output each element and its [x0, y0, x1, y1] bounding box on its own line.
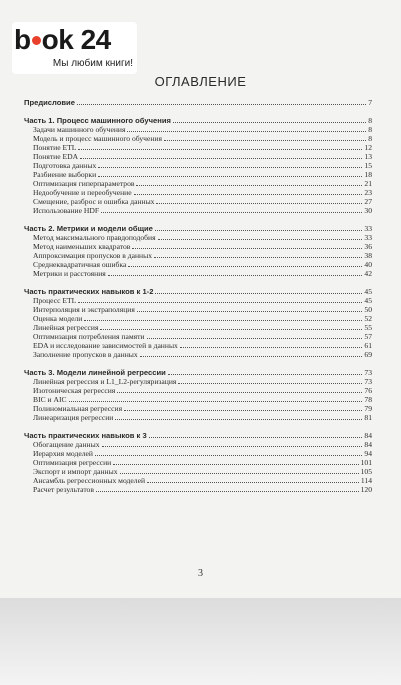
toc-entry-page: 73	[364, 368, 372, 377]
toc-entry	[24, 458, 372, 467]
toc-leader-dots	[78, 296, 362, 303]
toc-entry-title: Аппроксимация пропусков в данных	[33, 251, 153, 260]
toc-leader-dots	[100, 323, 362, 330]
toc-section-entry	[24, 431, 372, 440]
toc-leader-dots	[164, 134, 366, 141]
toc-leader-dots	[78, 143, 362, 150]
toc-entry	[24, 485, 372, 494]
toc-leader-dots	[136, 179, 362, 186]
toc-entry	[24, 323, 372, 332]
toc-leader-dots	[80, 152, 362, 159]
toc-entry-title: Экспорт и импорт данных	[33, 467, 118, 476]
toc-entry	[24, 413, 372, 422]
toc-entry-title: Понятие ETL	[33, 143, 77, 152]
toc-entry-page: 7	[368, 98, 372, 107]
toc-entry	[24, 476, 372, 485]
toc-entry-title: BIC и AIC	[33, 395, 67, 404]
toc-entry-page: 84	[364, 431, 372, 440]
toc-leader-dots	[149, 431, 363, 438]
toc-entry-title: Часть 2. Метрики и модели общие	[24, 224, 153, 233]
toc-entry	[24, 404, 372, 413]
toc-entry-page: 50	[364, 305, 372, 314]
toc-entry-title: Предисловие	[24, 98, 75, 107]
toc-entry	[24, 377, 372, 386]
toc-entry-page: 12	[364, 143, 372, 152]
toc-entry-page: 73	[364, 377, 372, 386]
toc-entry	[24, 206, 372, 215]
toc-entry-title: Расчет результатов	[33, 485, 94, 494]
toc-leader-dots	[155, 224, 363, 231]
toc-section-entry	[24, 224, 372, 233]
toc-leader-dots	[147, 332, 363, 339]
toc-entry-title: Задачи машинного обучения	[33, 125, 126, 134]
toc-leader-dots	[77, 98, 366, 105]
toc-entry-page: 79	[364, 404, 372, 413]
toc-entry-page: 84	[364, 440, 372, 449]
toc-entry-page: 18	[364, 170, 372, 179]
toc-leader-dots	[155, 287, 362, 294]
toc-entry-title: Линеаризация регрессии	[33, 413, 114, 422]
toc-entry-page: 57	[364, 332, 372, 341]
toc-leader-dots	[154, 251, 362, 258]
toc-entry-page: 15	[364, 161, 372, 170]
toc-leader-dots	[156, 197, 362, 204]
toc-spacer	[24, 215, 372, 224]
toc-entry-page: 105	[360, 467, 372, 476]
toc-entry-page: 8	[368, 125, 372, 134]
logo-wordmark: b ok 24	[14, 24, 111, 55]
toc-section-entry	[24, 287, 372, 296]
toc-entry-page: 101	[360, 458, 372, 467]
toc-entry-page: 40	[364, 260, 372, 269]
toc-leader-dots	[124, 404, 362, 411]
toc-entry	[24, 296, 372, 305]
toc-entry-page: 33	[364, 233, 372, 242]
toc-entry-page: 21	[364, 179, 372, 188]
logo-dot-icon	[32, 36, 41, 45]
toc-entry-title: Метод максимального правдоподобия	[33, 233, 156, 242]
toc-entry	[24, 395, 372, 404]
book24-logo[interactable]	[12, 22, 137, 74]
toc-entry-title: Часть 1. Процесс машинного обучения	[24, 116, 171, 125]
toc-entry-title: Оценка модели	[33, 314, 83, 323]
table-of-contents	[24, 98, 372, 494]
toc-entry-page: 114	[360, 476, 372, 485]
toc-entry	[24, 242, 372, 251]
toc-entry-page: 42	[364, 269, 372, 278]
toc-entry-title: Подготовка данных	[33, 161, 97, 170]
toc-leader-dots	[173, 116, 366, 123]
toc-entry-title: EDA и исследование зависимостей в данных	[33, 341, 178, 350]
toc-entry	[24, 152, 372, 161]
toc-spacer	[24, 278, 372, 287]
toc-entry-title: Ансамбль регрессионных моделей	[33, 476, 146, 485]
toc-entry-page: 61	[364, 341, 372, 350]
toc-entry-page: 45	[364, 287, 372, 296]
toc-entry	[24, 341, 372, 350]
toc-entry-page: 23	[364, 188, 372, 197]
toc-leader-dots	[96, 485, 359, 492]
toc-section-entry	[24, 98, 372, 107]
page-shadow-area	[0, 598, 401, 685]
toc-entry-title: Линейная регрессия	[33, 323, 99, 332]
toc-leader-dots	[115, 413, 362, 420]
toc-entry-title: Недообучение и переобучение	[33, 188, 132, 197]
toc-entry	[24, 161, 372, 170]
toc-leader-dots	[84, 314, 362, 321]
toc-entry-title: Интерполяция и экстраполяция	[33, 305, 135, 314]
toc-entry-title: Метод наименьших квадратов	[33, 242, 131, 251]
toc-entry-title: Часть практических навыков к 1-2	[24, 287, 154, 296]
toc-leader-dots	[178, 377, 362, 384]
toc-leader-dots	[137, 305, 363, 312]
toc-entry	[24, 143, 372, 152]
toc-entry-title: Иерархия моделей	[33, 449, 93, 458]
toc-entry-page: 8	[368, 116, 372, 125]
toc-entry-title: Оптимизация гиперпараметров	[33, 179, 135, 188]
toc-entry-page: 55	[364, 323, 372, 332]
toc-entry-title: Заполнение пропусков в данных	[33, 350, 138, 359]
toc-entry	[24, 197, 372, 206]
toc-entry-page: 94	[364, 449, 372, 458]
toc-entry-page: 38	[364, 251, 372, 260]
toc-entry	[24, 440, 372, 449]
toc-entry-title: Модель и процесс машинного обучения	[33, 134, 162, 143]
toc-leader-dots	[147, 476, 359, 483]
toc-leader-dots	[102, 440, 363, 447]
toc-entry	[24, 467, 372, 476]
toc-entry-title: Смещение, разброс и ошибка данных	[33, 197, 155, 206]
toc-entry-page: 52	[364, 314, 372, 323]
toc-entry-title: Часть 3. Модели линейной регрессии	[24, 368, 166, 377]
toc-entry-title: Разбиение выборки	[33, 170, 97, 179]
toc-entry-title: Оптимизация регрессии	[33, 458, 112, 467]
toc-entry-page: 81	[364, 413, 372, 422]
toc-entry-page: 36	[364, 242, 372, 251]
toc-entry	[24, 386, 372, 395]
logo-tagline: Мы любим книги!	[52, 58, 133, 69]
toc-entry	[24, 260, 372, 269]
toc-section-entry	[24, 368, 372, 377]
toc-leader-dots	[140, 350, 363, 357]
toc-leader-dots	[180, 341, 363, 348]
toc-entry-page: 30	[364, 206, 372, 215]
toc-entry-page: 27	[364, 197, 372, 206]
toc-entry-title: Среднеквадратичная ошибка	[33, 260, 127, 269]
toc-leader-dots	[98, 161, 362, 168]
toc-entry-title: Понятие EDA	[33, 152, 79, 161]
toc-entry	[24, 449, 372, 458]
toc-leader-dots	[69, 395, 363, 402]
toc-entry-title: Метрики и расстояния	[33, 269, 106, 278]
toc-entry-title: Обогащение данных	[33, 440, 100, 449]
toc-entry-title: Линейная регрессия и L1_L2-регуляризация	[33, 377, 177, 386]
toc-entry-title: Процесс ETL	[33, 296, 77, 305]
toc-spacer	[24, 107, 372, 116]
page-title: ОГЛАВЛЕНИЕ	[154, 74, 247, 89]
toc-entry-title: Часть практических навыков к 3	[24, 431, 147, 440]
toc-entry-page: 78	[364, 395, 372, 404]
toc-entry-page: 69	[364, 350, 372, 359]
toc-leader-dots	[95, 449, 362, 456]
toc-leader-dots	[120, 467, 359, 474]
toc-entry-page: 13	[364, 152, 372, 161]
toc-section-entry	[24, 116, 372, 125]
toc-entry-title: Изотоническая регрессия	[33, 386, 116, 395]
toc-entry	[24, 269, 372, 278]
toc-entry-page: 33	[364, 224, 372, 233]
toc-entry	[24, 332, 372, 341]
toc-leader-dots	[134, 188, 363, 195]
toc-entry-title: Оптимизация потребления памяти	[33, 332, 145, 341]
toc-leader-dots	[98, 170, 362, 177]
toc-entry	[24, 350, 372, 359]
toc-spacer	[24, 422, 372, 431]
toc-entry	[24, 251, 372, 260]
toc-entry-title: Использование HDF	[33, 206, 100, 215]
toc-leader-dots	[168, 368, 363, 375]
toc-entry-page: 45	[364, 296, 372, 305]
toc-entry-page: 76	[364, 386, 372, 395]
toc-leader-dots	[158, 233, 363, 240]
page-number: 3	[198, 568, 203, 579]
toc-leader-dots	[108, 269, 363, 276]
toc-entry-page: 8	[368, 134, 372, 143]
toc-entry	[24, 134, 372, 143]
toc-leader-dots	[127, 125, 366, 132]
toc-entry	[24, 305, 372, 314]
toc-entry	[24, 314, 372, 323]
toc-entry-title: Полиномиальная регрессия	[33, 404, 123, 413]
toc-spacer	[24, 359, 372, 368]
toc-entry	[24, 125, 372, 134]
toc-entry	[24, 188, 372, 197]
toc-leader-dots	[117, 386, 362, 393]
toc-entry	[24, 179, 372, 188]
toc-entry	[24, 233, 372, 242]
toc-entry	[24, 170, 372, 179]
toc-leader-dots	[113, 458, 358, 465]
toc-leader-dots	[128, 260, 362, 267]
toc-leader-dots	[132, 242, 362, 249]
toc-leader-dots	[101, 206, 362, 213]
toc-entry-page: 120	[360, 485, 372, 494]
